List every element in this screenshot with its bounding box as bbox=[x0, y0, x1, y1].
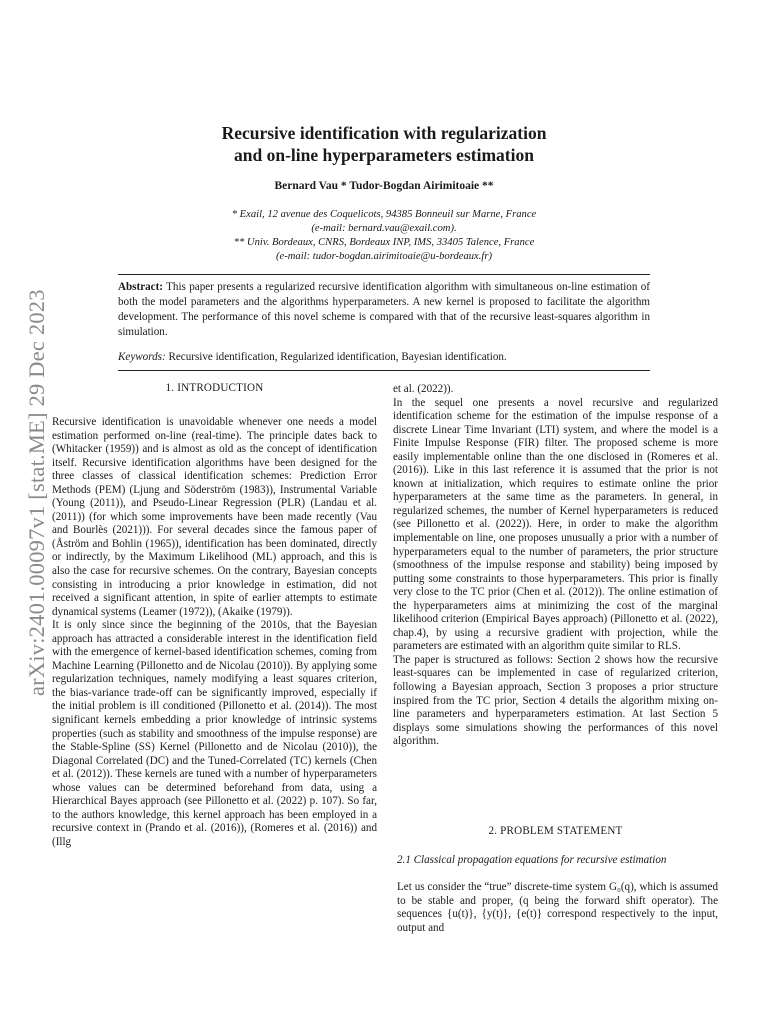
title-line-1: Recursive identification with regularization bbox=[221, 123, 547, 143]
abstract-label: Abstract: bbox=[118, 281, 163, 293]
keywords-label: Keywords: bbox=[118, 351, 166, 363]
paper-title bbox=[110, 122, 658, 166]
right-paragraph-1: et al. (2022)). bbox=[393, 383, 454, 395]
arxiv-identifier-stamp: arXiv:2401.00097v1 [stat.ME] 29 Dec 2023 bbox=[24, 289, 49, 696]
right-paragraph-3: The paper is structured as follows: Section 2 shows how the recursive least-squares can be implemented in case of regularized criterion, following a Bayesian approach, Section 3 proposes a prior structure inspired from the TC prior, Section 4 details the algorithm mixing on-line parameters and hyperparameters estimation. At last Section 5 displays some simulations showing the performances of this novel algorithm. bbox=[393, 653, 718, 748]
author-list: Bernard Vau * Tudor-Bogdan Airimitoaie ** bbox=[274, 180, 494, 192]
left-column bbox=[52, 416, 377, 850]
affiliation-line-1: * Exail, 12 avenue des Coquelicots, 94385 Bonneuil sur Marne, France bbox=[231, 209, 537, 220]
left-paragraph-1: Recursive identification is unavoidable whenever one needs a model estimation performed on-line (real-time). The principle dates back to (Whitacker (1959)) and is almost as old as the concept of identification itself. Recursive identification algorithms have been designed for the three classes of classical identification schemes: Prediction Error Methods (PEM) (Ljung and Söderström (1983)), Instrumental Variable (Young (2011)), and Pseudo-Linear Regression (PLR) (Landau et al. (2011)) (for which some improvements have been made recently (Vau and Bourlès (2021))). For several decades since the famous paper of (Åström and Bohlin (1965)), identification has been dominated, directly or indirectly, by the Maximum Likelihood (ML) approach, and this is also the case for recursive schemes. On the contrary, Bayesian concepts consisting in introducing a prior knowledge in estimation, did not received a significant attention, in spite of earlier attempts to estimate dynamical systems (Leamer (1972)), (Akaike (1979)). bbox=[52, 416, 377, 618]
abstract-top-rule bbox=[118, 274, 650, 275]
affiliation-line-4: (e-mail: tudor-bogdan.airimitoaie@u-bordeaux.fr) bbox=[276, 251, 492, 262]
right-column bbox=[393, 383, 718, 749]
section-2-heading: 2. PROBLEM STATEMENT bbox=[488, 825, 623, 837]
subsection-2-1-heading: 2.1 Classical propagation equations for recursive estimation bbox=[397, 854, 667, 866]
affiliation-line-2: (e-mail: bernard.vau@exail.com). bbox=[311, 223, 457, 234]
section-2-paragraph: Let us consider the “true” discrete-time system G₀(q), which is assumed to be stable and proper, (q being the forward shift operator). The sequences {u(t)}, {y(t)}, {e(t)} correspond respectively to the input, output and bbox=[397, 881, 718, 934]
affiliation-line-3: ** Univ. Bordeaux, CNRS, Bordeaux INP, IMS, 33405 Talence, France bbox=[233, 237, 535, 248]
keywords-text: Recursive identification, Regularized identification, Bayesian identification. bbox=[168, 351, 507, 363]
abstract-text: This paper presents a regularized recursive identification algorithm with simultaneous on-line estimation of both the model parameters and the algorithms hyperparameters. A new kernel is proposed to facilitate the algorithm development. The performance of this novel scheme is compared with that of the recursive least-squares algorithm in simulation. bbox=[118, 281, 650, 338]
right-paragraph-2: In the sequel one presents a novel recursive and regularized identification scheme for the estimation of the impulse response of a discrete Linear Time Invariant (LTI) system, and where the model is a Finite Impulse Response (FIR) filter. The proposed scheme is more easily implementable online than the one disclosed in (Romeres et al. (2016)). Like in this last reference it is assumed that the prior is not known at initialization, which requires to estimate online the prior hyperparameters at the same time as the parameters. In general, in regularized schemes, the number of Kernel hyperparameters is reduced (see Pillonetto et al. (2022)). Here, in order to make the algorithm implementable on line, one proposes unusually a prior with a number of hyperparameters equal to the number of parameters, the prior structure (smoothness of the impulse response and stability) being imposed by putting some constraints to those hyperparameters. This prior is finally very close to the TC prior (Chen et al. (2012)). The online estimation of the hyperparameters aims at minimizing the cost of the marginal likelihood criterion (Empirical Bayes approach) (Pillonetto et al. (2022), chap.4), by using a recursive gradient with projection, while the parameters are estimated with an algorithm quite similar to RLS. bbox=[393, 396, 718, 653]
abstract-bottom-rule bbox=[118, 370, 650, 371]
section-1-heading: 1. INTRODUCTION bbox=[165, 382, 264, 394]
keywords-block bbox=[118, 350, 650, 365]
left-paragraph-2: It is only since since the beginning of the 2010s, that the Bayesian approach has attracted a considerable interest in the identification field with the emergence of kernel-based identification schemes, coming from Machine Learning (Pillonetto and de Nicolau (2010)). By applying some regularization techniques, namely modifying a least squares criterion, the bias-variance trade-off can be significantly improved, especially if the initial problem is ill conditioned (Pillonetto et al. (2014)). The most significant kernels embedding a prior knowledge of intrinsic systems properties (such as stability and smoothness of the impulse response) are the Stable-Spline (SS) Kernel (Pillonetto and de Nicolau (2010)), the Diagonal Correlated (DC) and the Tuned-Correlated (TC) kernels (Chen et al. (2012)). These kernels are tuned with a number of hyperparameters whose values can be determined beforehand from data, using a Hierarchical Bayes approach (see Pillonetto et al. (2022) p. 107). So far, to the authors knowledge, this kernel approach has been employed in a recursive context in (Prando et al. (2016)), (Romeres et al. (2016)) and (Illg bbox=[52, 619, 377, 848]
section-2-text bbox=[397, 881, 718, 935]
title-line-2: and on-line hyperparameters estimation bbox=[234, 145, 534, 165]
abstract-block bbox=[118, 280, 650, 340]
